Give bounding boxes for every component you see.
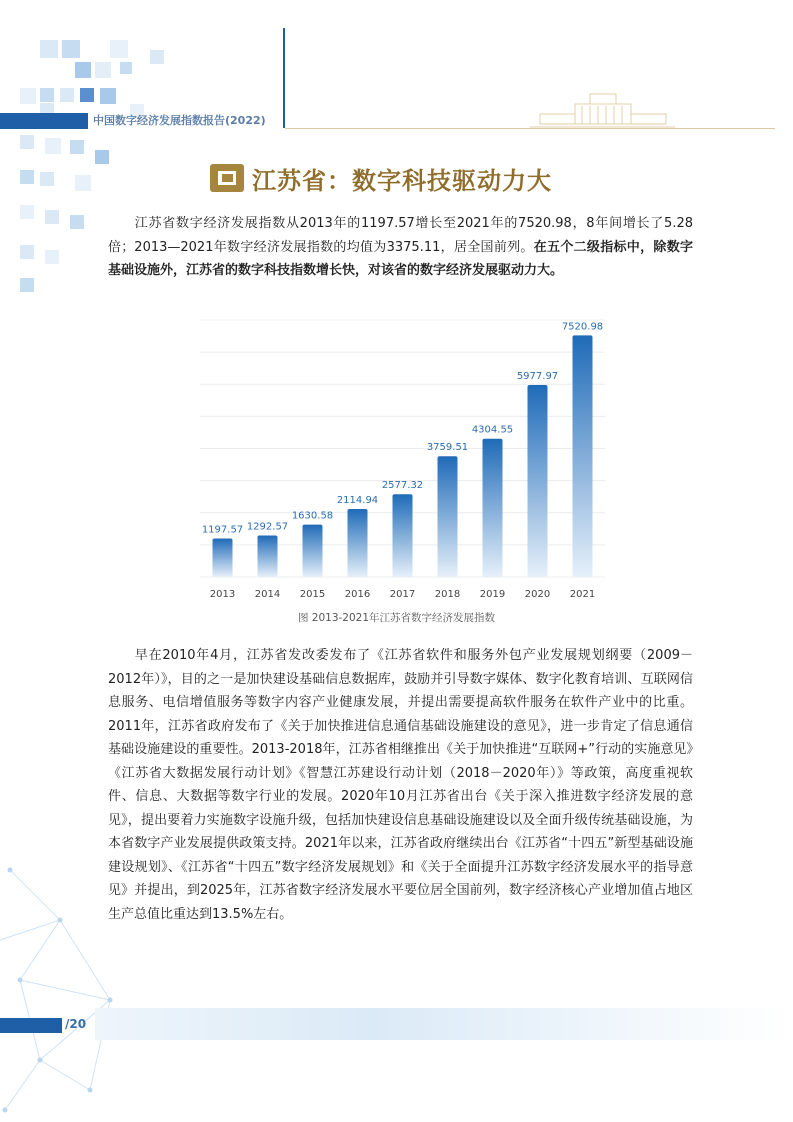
mosaic-square: [20, 278, 34, 292]
mosaic-square: [120, 62, 132, 74]
intro-text: 江苏省数字经济发展指数从2013年的1197.57增长至2021年的7520.98，8年间增长了5.28倍；2013—2021年数字经济发展指数的均值为3375.11，居全国前列。: [108, 216, 693, 255]
x-tick-2014: 2014: [254, 589, 281, 600]
x-tick-2013: 2013: [209, 589, 236, 600]
footer-accent-bar: [0, 1018, 62, 1033]
x-tick-2018: 2018: [434, 589, 461, 600]
body-text: 早在2010年4月，江苏省发改委发布了《江苏省软件和服务外包产业发展规划纲要（2009－2012年）》，目的之一是加快建设基础信息数据库，鼓励并引导数字媒体、数字化教育培训、互联网信息服务、电信增值服务等数字内容产业健康发展，并提出需要提高软件服务在软件产业中的比重。2011年，江苏省政府发布了《关于加快推进信息通信基础设施建设的意见》，进一步肯定了信息通信基础设施建设的重要性。2013-2018年，江苏省相继推出《关于加快推进“互联网+”行动的实施意见》《江苏省大数据发展行动计划》《智慧江苏建设行动计划（2018－2020年）》等政策，高度重视软件、信息、大数据等数字行业的发展。2020年10月江苏省出台《关于深入推进数字经济发展的意见》，提出要着力实施数字设施升级，包括加快建设信息基础设施建设以及全面升级传统基础设施，为本省数字产业发展提供政策支持。2021年以来，江苏省政府继续出台《江苏省“十四五”新型基础设施建设规划》、《江苏省“十四五”数字经济发展规划》和《关于全面提升江苏数字经济发展水平的指导意见》并提出，到2025年，江苏省数字经济发展水平要位居全国前列，数字经济核心产业增加值占地区生产总值比重达到13.5%左右。: [108, 648, 693, 922]
mosaic-square: [62, 40, 80, 58]
bar-2020: [528, 385, 548, 577]
mosaic-square: [45, 210, 59, 224]
bar-2021: [573, 335, 593, 577]
data-label-2017: 2577.32: [381, 480, 424, 492]
mosaic-square: [20, 205, 34, 219]
mosaic-square: [45, 250, 59, 264]
mosaic-square: [20, 135, 34, 149]
mosaic-square: [60, 88, 74, 102]
bar-2016: [348, 509, 368, 577]
section-number-3-icon: [210, 164, 244, 192]
bar-2017: [393, 494, 413, 577]
mosaic-square: [40, 40, 58, 58]
x-tick-2016: 2016: [344, 589, 371, 600]
mosaic-square: [95, 150, 109, 164]
bar-2019: [483, 439, 503, 577]
x-tick-2021: 2021: [569, 589, 596, 600]
building-illustration: [530, 90, 675, 130]
body-paragraph: [108, 644, 693, 926]
mosaic-square: [110, 40, 128, 58]
chart-caption: 图 2013-2021年江苏省数字经济发展指数: [297, 612, 496, 624]
x-tick-2015: 2015: [299, 589, 326, 600]
footer-band: [95, 1008, 793, 1040]
mosaic-square: [20, 170, 34, 184]
data-label-2019: 4304.55: [471, 424, 514, 436]
mosaic-square: [150, 50, 164, 64]
mosaic-square: [20, 245, 34, 259]
page-number: /20: [65, 1017, 87, 1031]
network-decoration: [0, 860, 130, 1122]
data-label-2018: 3759.51: [426, 442, 469, 454]
mosaic-square: [40, 88, 54, 102]
mosaic-square: [100, 88, 116, 104]
bar-2015: [303, 525, 323, 577]
mosaic-square: [40, 172, 54, 186]
mosaic-square: [45, 138, 61, 154]
bar-2018: [438, 456, 458, 577]
data-label-2020: 5977.97: [516, 370, 559, 382]
index-bar-chart: [190, 305, 610, 605]
bar-2013: [213, 539, 233, 577]
mosaic-square: [20, 88, 36, 104]
section-title: 江苏省：数字科技驱动力大: [252, 166, 552, 195]
bar-2014: [258, 535, 278, 577]
x-tick-2020: 2020: [524, 589, 551, 600]
mosaic-square: [80, 88, 94, 102]
header-accent-bar: [0, 113, 88, 129]
section-heading: [210, 160, 552, 196]
mosaic-square: [70, 215, 84, 229]
data-label-2021: 7520.98: [561, 321, 604, 333]
mosaic-square: [75, 175, 91, 191]
data-label-2014: 1292.57: [246, 521, 289, 533]
data-label-2013: 1197.57: [201, 524, 244, 536]
mosaic-square: [70, 140, 84, 154]
report-title: 中国数字经济发展指数报告(2022): [93, 114, 266, 127]
data-label-2016: 2114.94: [336, 495, 379, 507]
chart-svg: [190, 305, 610, 605]
data-label-2015: 1630.58: [291, 510, 334, 522]
header-vertical-rule: [283, 28, 285, 128]
mosaic-square: [75, 62, 91, 78]
x-tick-2019: 2019: [479, 589, 506, 600]
intro-bold-text: 在五个二级指标中，除数字基础设施外，江苏省的数字科技指数增长快，对该省的数字经济发展驱动力大。: [108, 239, 693, 278]
mosaic-square: [95, 62, 111, 78]
intro-paragraph: [108, 212, 693, 283]
x-tick-2017: 2017: [389, 589, 416, 600]
